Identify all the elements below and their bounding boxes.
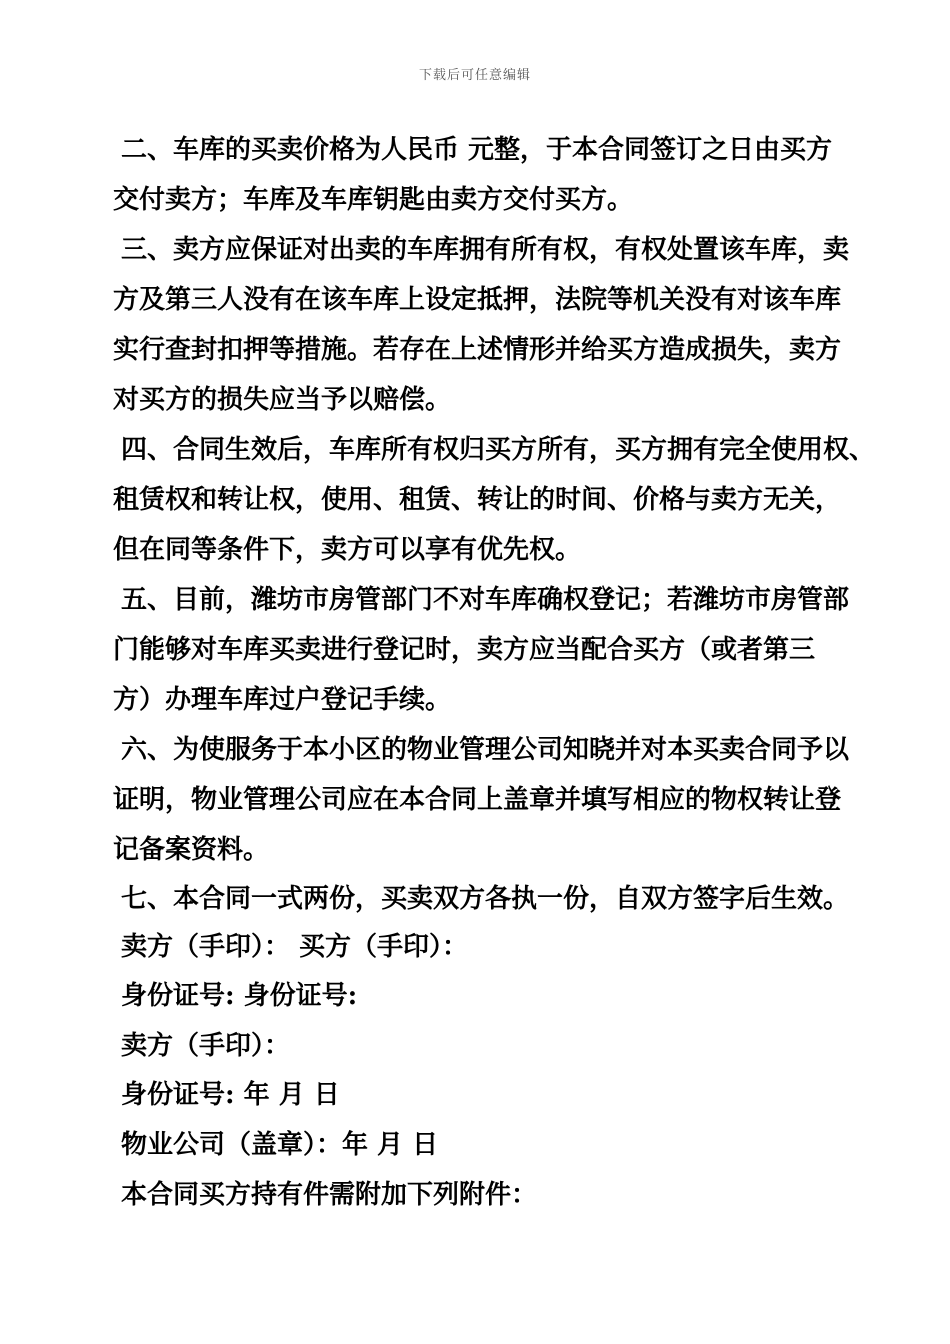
doc-line-22: 本合同买方持有件需附加下列附件： <box>121 1180 538 1210</box>
doc-line-18: 身份证号: 身份证号: <box>121 981 358 1011</box>
doc-line-8: 租赁权和转让权，使用、租赁、转让的时间、价格与卖方无关， <box>113 485 842 515</box>
doc-line-7: 四、合同生效后，车库所有权归买方所有，买方拥有完全使用权、 <box>121 435 876 465</box>
doc-line-6: 对买方的损失应当予以赔偿。 <box>113 385 452 415</box>
doc-line-2: 交付卖方；车库及车库钥匙由卖方交付买方。 <box>113 185 634 215</box>
doc-line-3: 三、卖方应保证对出卖的车库拥有所有权，有权处置该车库，卖 <box>121 235 850 265</box>
doc-line-10: 五、目前，潍坊市房管部门不对车库确权登记；若潍坊市房管部 <box>121 585 850 615</box>
doc-line-21: 物业公司（盖章）：年 月 日 <box>121 1130 439 1160</box>
doc-line-11: 门能够对车库买卖进行登记时，卖方应当配合买方（或者第三 <box>113 635 816 665</box>
page-header: 下载后可任意编辑 <box>418 68 531 83</box>
doc-line-16: 七、本合同一式两份，买卖双方各执一份，自双方签字后生效。 <box>121 884 850 914</box>
doc-line-15: 记备案资料。 <box>113 835 270 865</box>
doc-line-9: 但在同等条件下，卖方可以享有优先权。 <box>113 535 582 565</box>
doc-line-14: 证明，物业管理公司应在本合同上盖章并填写相应的物权转让登 <box>113 785 842 815</box>
doc-line-17: 卖方（手印）： 买方（手印）： <box>121 932 469 962</box>
doc-line-5: 实行查封扣押等措施。若存在上述情形并给买方造成损失，卖方 <box>113 335 842 365</box>
doc-line-1: 二、车库的买卖价格为人民币 元整，于本合同签订之日由买方 <box>121 135 833 165</box>
doc-line-12: 方）办理车库过户登记手续。 <box>113 685 452 715</box>
doc-line-13: 六、为使服务于本小区的物业管理公司知晓并对本买卖合同予以 <box>121 735 850 765</box>
doc-line-4: 方及第三人没有在该车库上设定抵押，法院等机关没有对该车库 <box>113 285 842 315</box>
doc-line-20: 身份证号: 年 月 日 <box>121 1080 340 1110</box>
doc-line-19: 卖方（手印）： <box>121 1031 291 1061</box>
